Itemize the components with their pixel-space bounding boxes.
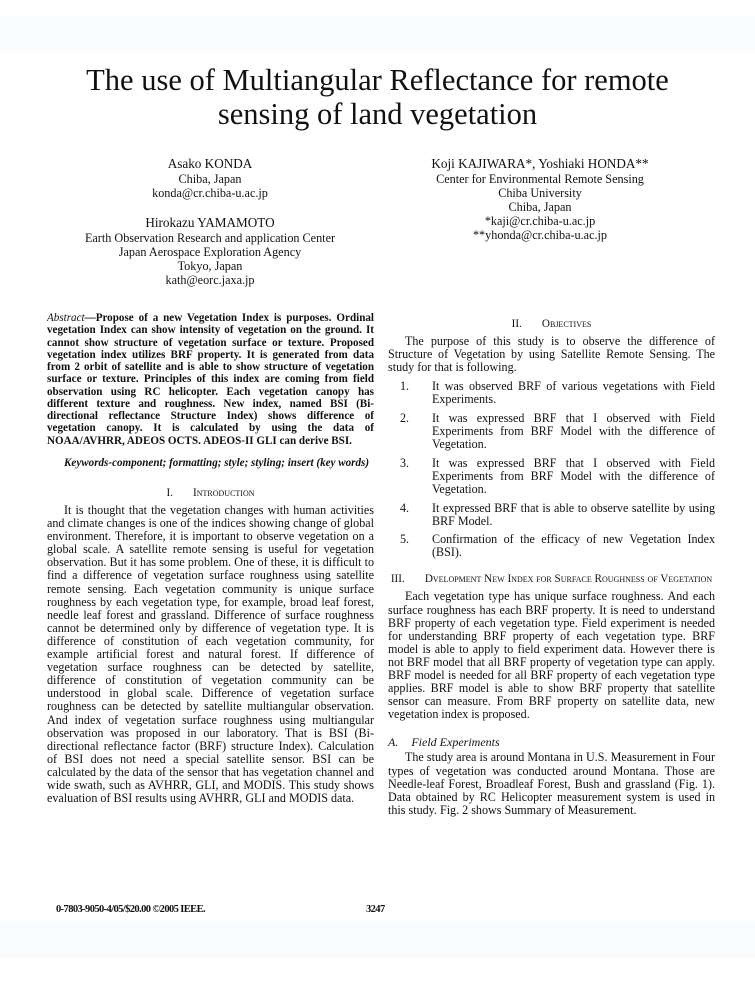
list-item (388, 380, 715, 406)
subsection-number: A. (388, 735, 399, 750)
author-location: Chiba, Japan (508, 200, 572, 214)
author-location: Tokyo, Japan (177, 259, 243, 273)
author-name: Koji KAJIWARA*, Yoshiaki HONDA** (431, 156, 649, 171)
page-number: 3247 (366, 904, 385, 915)
right-column (388, 318, 715, 817)
objectives-list (388, 380, 715, 559)
abstract-lead: Abstract (47, 312, 85, 324)
page-top-band (0, 16, 755, 53)
list-number: 2. (400, 410, 410, 425)
field-experiments-paragraph: The study area is around Montana in U.S. Measurement in Four types of vegetation was conducted around Montana. Those are Needle-leaf Forest, Broadleaf Forest, Bush and grassland (Fig. 1). Data obtained by RC Helicopter measurement system is used in this study. Fig. 2 shows Summary of Measurement. (388, 750, 715, 817)
abstract (47, 312, 374, 447)
section-title: Dvelopment New Index for Surface Roughness of Vegetation (424, 573, 713, 586)
page-footer (56, 904, 456, 915)
section-number: II. (511, 318, 522, 330)
author-affiliation: Japan Aerospace Exploration Agency (118, 245, 302, 259)
section-number: III. (390, 573, 405, 586)
abstract-text: —Propose of a new Vegetation Index is purposes. Ordinal vegetation Index can show intensity of vegetation on the ground. It cannot show structure of vegetation surface or texture. Proposed vegetation index utilizes BRF property. It is generated from data from 2 orbit of satellite and is able to show structure of vegetation surface or texture. Principles of this index are coming from field observation using RC helicopter. Each vegetation canopy has different texture and roughness. New index, named BSI (Bi-directional reflectance Structure Index) shows difference of vegetation canopy. It is calculated by using the data of NOAA/AVHRR, ADEOS OCTS. ADEOS-II GLI can derive BSI. (47, 312, 374, 447)
list-text: It expressed BRF that is able to observe satellite by using BRF Model. (432, 500, 715, 528)
section-heading-development (388, 573, 715, 586)
list-text: It was expressed BRF that I observed with Field Experiments from BRF Model with the difference of Vegetation. (432, 455, 715, 496)
section-heading-objectives (388, 318, 715, 331)
list-number: 4. (400, 500, 410, 515)
paper-title: The use of Multiangular Reflectance for remote sensing of land vegetation (86, 63, 669, 131)
section-title: Introduction (193, 487, 255, 499)
keywords: Keywords-component; formatting; style; styling; insert (key words) (64, 456, 370, 469)
author-name: Asako KONDA (167, 156, 253, 171)
introduction-paragraph: It is thought that the vegetation changes with human activities and climate changes is one of the indices showing change of global environment. Therefore, it is important to observe vegetation on a global scale. A satellite remote sensing is useful for vegetation observation. But it has some problem. One of these, it is difficult to find a difference of vegetation surface roughness using satellite remote sensing. Each vegetation community is unique surface roughness by each vegetation type, for example, broad leaf forest, needle leaf forest and grassland. Difference of surface roughness cannot be determined only by difference of vegetation type. It is difference of constitution of each vegetation community, for example artificial forest and natural forest. If difference of vegetation surface roughness can be detected by satellite, difference of constitution of vegetation community can be understood in global scale. Difference of vegetation surface roughness can be detected by satellite multiangular observation. And index of vegetation surface roughness using multiangular observation was proposed in our laboratory. That is BSI (Bi-directional reflectance factor (BRF) structure Index). Calculation of BSI does not need a special satellite sensor. BSI can be calculated by the data of the sensor that has vegetation channel and wide swath, such as AVHRR, GLI, and MODIS. This study shows evaluation of BSI results using AVHRR, GLI and MODIS data. (47, 503, 374, 806)
list-text: Confirmation of the efficacy of new Vegetation Index (BSI). (432, 532, 715, 560)
author-affiliation: Chiba, Japan (178, 172, 242, 186)
section-title: Objectives (541, 318, 592, 330)
list-number: 1. (400, 379, 410, 394)
list-item (388, 502, 715, 528)
subsection-heading-field-experiments (388, 736, 715, 749)
left-column (47, 312, 374, 805)
author-name: Hirokazu YAMAMOTO (145, 215, 275, 230)
section-number: I. (166, 487, 174, 499)
author-email: kath@eorc.jaxa.jp (165, 273, 255, 287)
list-text: It was expressed BRF that I observed with Field Experiments from BRF Model with the difference of Vegetation. (432, 410, 715, 452)
list-item (388, 412, 715, 451)
author-email: *kaji@cr.chiba-u.ac.jp (484, 214, 596, 228)
list-number: 3. (400, 455, 410, 470)
list-item (388, 457, 715, 496)
author-affiliation: Center for Environmental Remote Sensing (436, 172, 644, 186)
author-block-left (60, 155, 360, 287)
list-item (388, 533, 715, 559)
author-block-right (380, 155, 700, 242)
objectives-paragraph: The purpose of this study is to observe the difference of Structure of Vegetation by using Satellite Remote Sensing. The study for that is following. (388, 334, 715, 375)
author-affiliation: Earth Observation Research and application Center (84, 231, 336, 245)
development-paragraph: Each vegetation type has unique surface roughness. And each surface roughness has each BRF property. It is need to understand BRF property of each vegetation type. Field experiment is needed for understanding BRF property of each vegetation type. BRF model is able to apply to field experiment data. However there is not BRF model that all BRF property of vegetation type can apply. BRF model is needed for all BRF property of each vegetation type applies. BRF model is able to show BRF property that satellite sensor can measure. From BRF property on satellite data, new vegetation index is proposed. (388, 589, 715, 722)
page-bottom-band (0, 921, 755, 958)
list-text: It was observed BRF of various vegetations with Field Experiments. (432, 379, 715, 407)
author-affiliation: Chiba University (498, 186, 582, 200)
list-number: 5. (400, 532, 410, 547)
author-email: **yhonda@cr.chiba-u.ac.jp (472, 228, 608, 242)
subsection-title: Field Experiments (411, 735, 500, 750)
section-heading-introduction (47, 487, 374, 500)
author-email: konda@cr.chiba-u.ac.jp (152, 186, 268, 200)
copyright-notice: 0-7803-9050-4/05/$20.00 ©2005 IEEE. (56, 904, 206, 915)
